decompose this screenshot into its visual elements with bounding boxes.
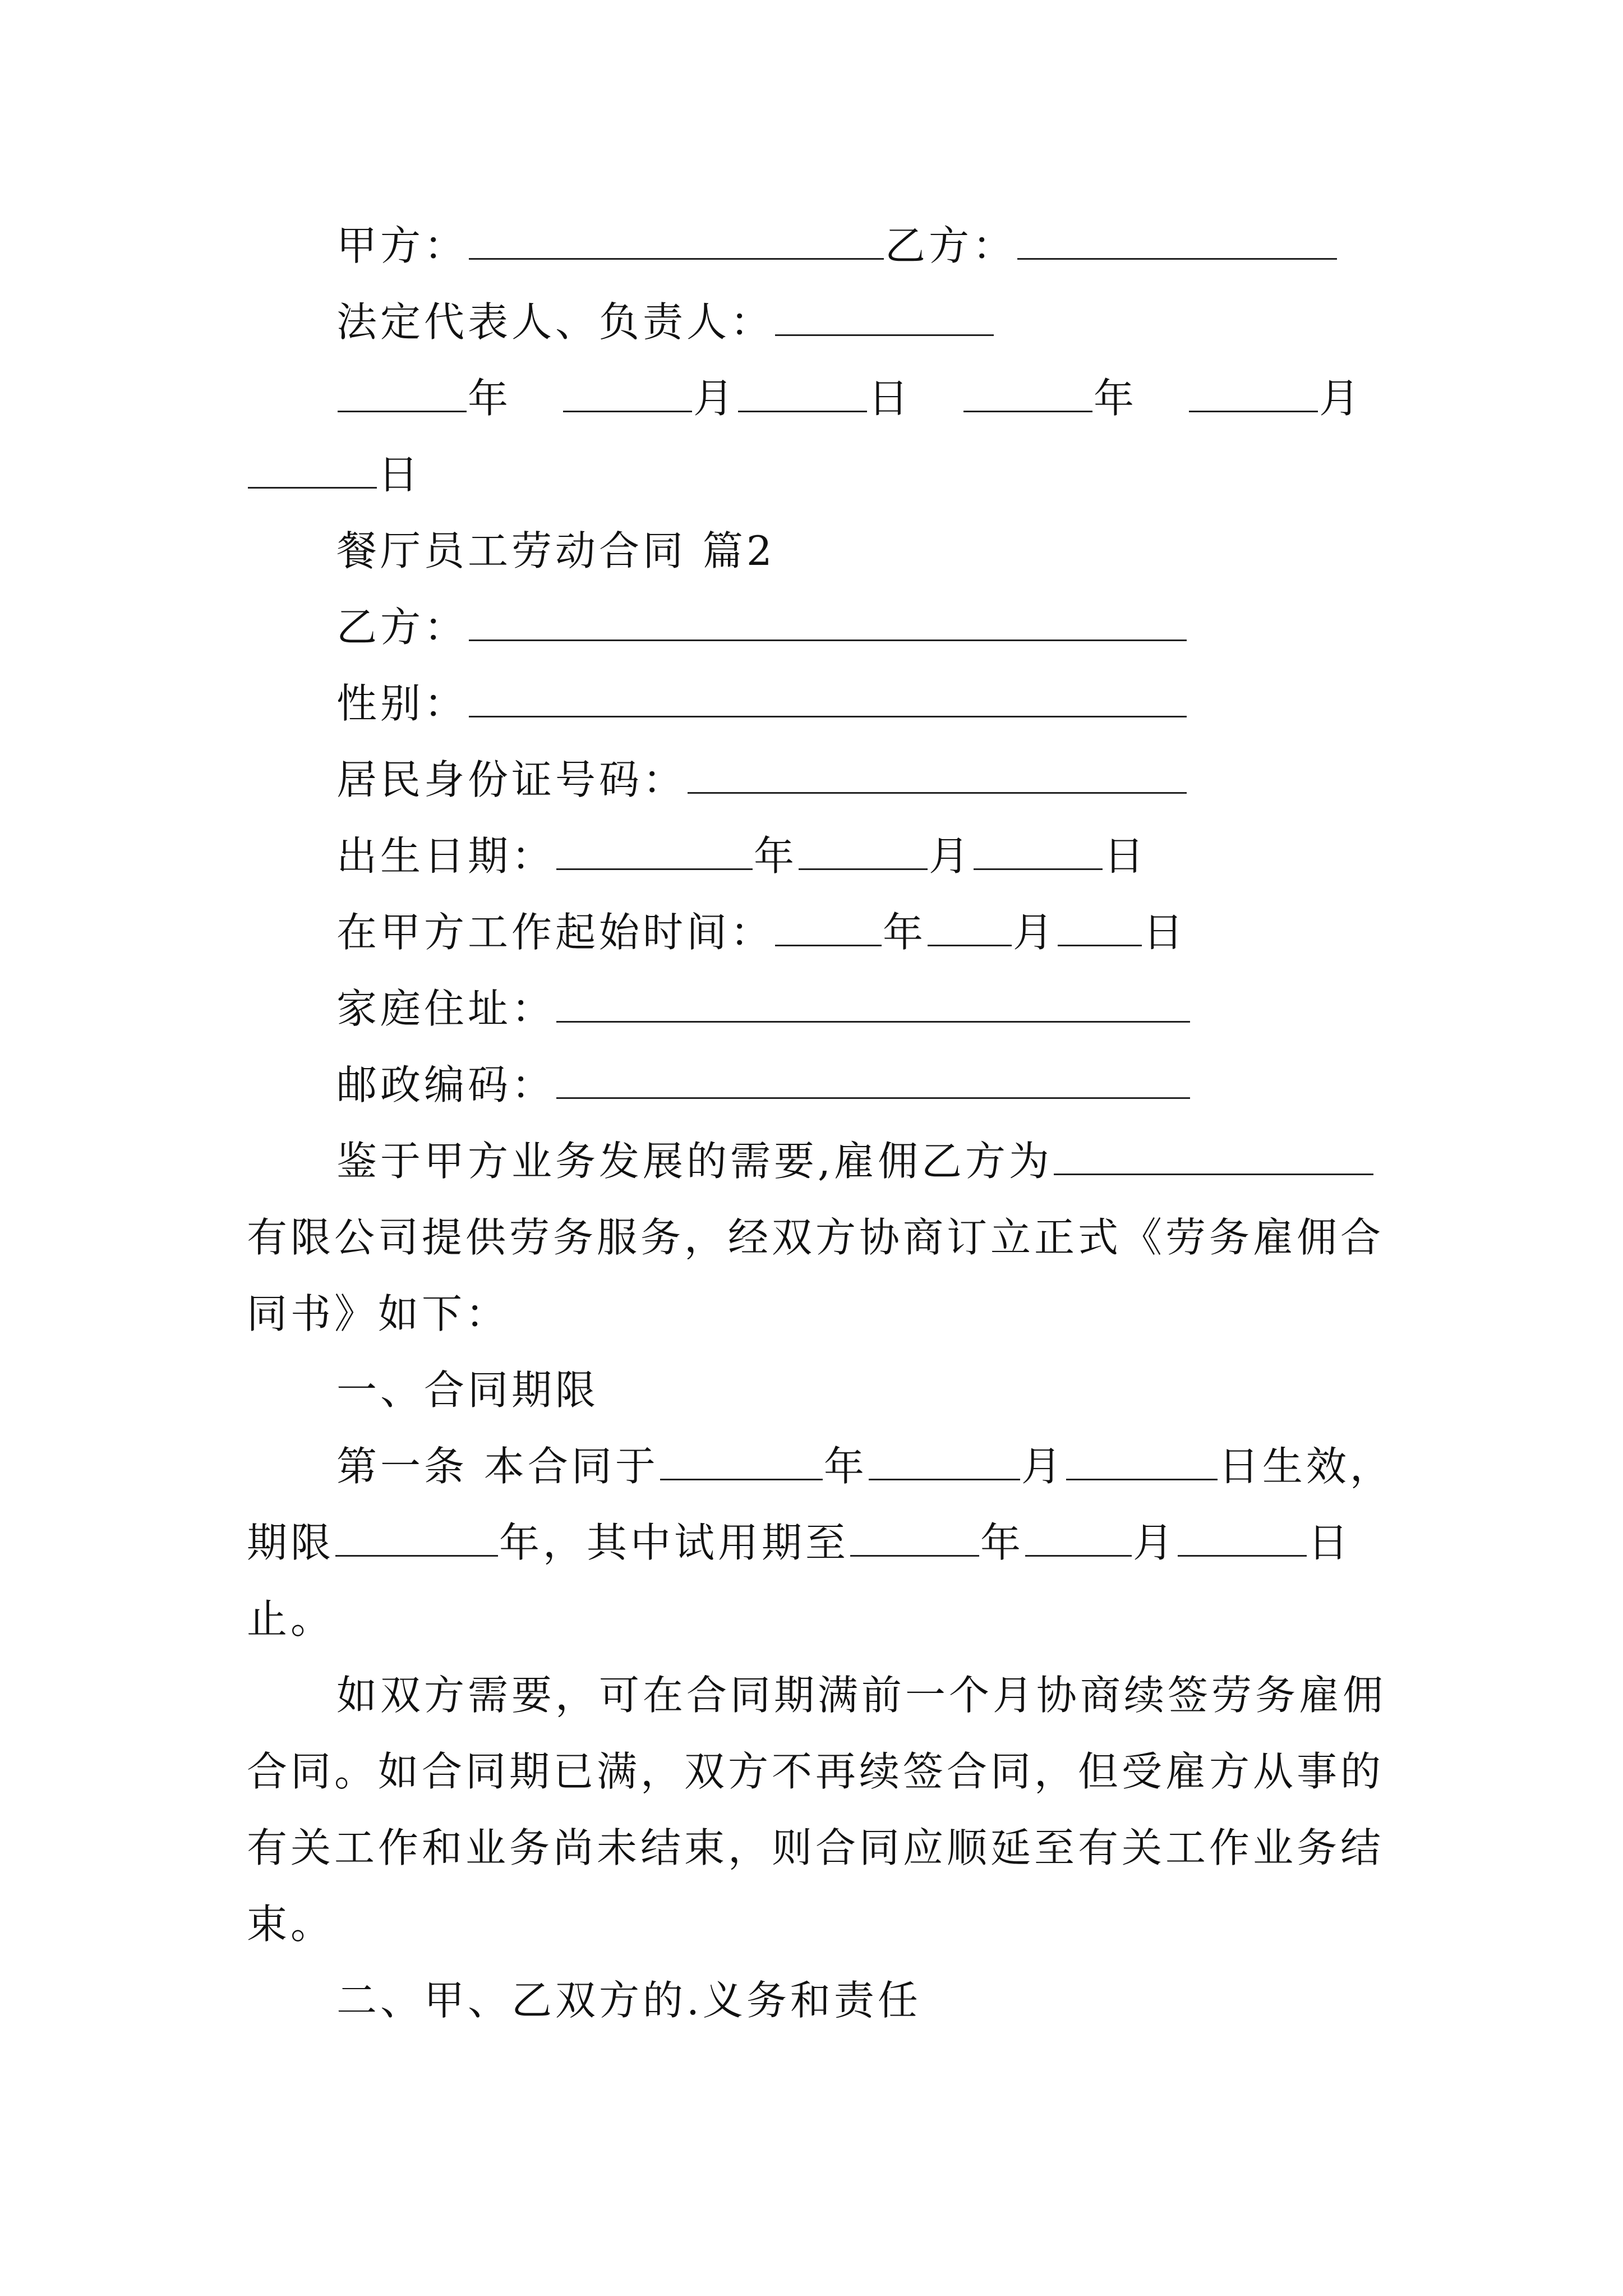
- renewal-text-1: 如双方需要，可在合同期满前一个月协商续签劳务雇佣: [336, 1672, 1387, 1719]
- article-1-text: 第一条 本合同于: [336, 1443, 659, 1490]
- company-name-blank: [1054, 1139, 1373, 1175]
- gender-line: [247, 665, 1396, 742]
- article-1-line-2: [247, 1504, 1396, 1581]
- gender-blank: [469, 681, 1187, 717]
- signing-date-line: [247, 360, 1396, 436]
- year-1: 年: [468, 375, 512, 422]
- article-1-line-1: [247, 1428, 1396, 1504]
- probation-year-blank: [850, 1520, 979, 1557]
- renewal-text-4: 束。: [247, 1901, 335, 1948]
- preamble-text-3: 同书》如下：: [247, 1290, 510, 1337]
- renewal-text-2: 合同。如合同期已满，双方不再续签合同，但受雇方从事的: [247, 1748, 1385, 1795]
- term-label: 期限: [247, 1519, 335, 1566]
- birth-month-blank: [799, 834, 928, 870]
- year-2: 年: [1094, 375, 1138, 422]
- year-blank-1: [338, 376, 467, 412]
- effective-month-label: 月: [1021, 1443, 1065, 1490]
- postal-code-line: [247, 1047, 1396, 1123]
- legal-rep-line: [247, 284, 1396, 360]
- probation-month-blank: [1025, 1520, 1132, 1557]
- renewal-text-3: 有关工作和业务尚未结束，则合同应顺延至有关工作业务结: [247, 1824, 1385, 1871]
- party-a-label: 甲方：: [336, 222, 468, 269]
- month-1: 月: [693, 375, 737, 422]
- preamble-line-3: [247, 1276, 1396, 1352]
- party-b-label: 乙方：: [885, 222, 1017, 269]
- probation-day-label: 日: [1308, 1519, 1352, 1566]
- year-blank-2: [963, 376, 1092, 412]
- start-year-blank: [775, 910, 882, 946]
- birth-year-label: 年: [754, 832, 798, 880]
- probation-day-blank: [1178, 1520, 1307, 1557]
- probation-year-label: 年: [980, 1519, 1025, 1566]
- start-month-blank: [928, 910, 1012, 946]
- section-title-2: [247, 513, 1396, 589]
- party-b-label-2: 乙方：: [336, 604, 468, 651]
- birth-day-blank: [974, 834, 1103, 870]
- party-b-line: [247, 589, 1396, 665]
- term-years-blank: [335, 1520, 498, 1557]
- party-a-b-line: [247, 208, 1396, 284]
- day-2: 日: [378, 451, 422, 498]
- birth-day-label: 日: [1104, 832, 1148, 880]
- start-day-blank: [1058, 910, 1142, 946]
- heading-contract-term: 一、合同期限: [336, 1366, 600, 1414]
- effective-year-label: 年: [823, 1443, 868, 1490]
- start-month-label: 月: [1013, 909, 1057, 956]
- home-address-line: [247, 970, 1396, 1047]
- postal-code-blank: [556, 1062, 1190, 1099]
- month-blank-2: [1189, 376, 1318, 412]
- party-a-blank: [469, 223, 884, 260]
- section-heading-2: [247, 1962, 1396, 2039]
- renewal-paragraph-line-3: [247, 1810, 1396, 1886]
- renewal-paragraph-line-2: [247, 1733, 1396, 1810]
- id-number-line: [247, 742, 1396, 818]
- contract-title: 餐厅员工劳动合同 篇2: [336, 527, 776, 574]
- month-2: 月: [1319, 375, 1363, 422]
- preamble-line-1: [247, 1123, 1396, 1199]
- home-address-blank: [556, 986, 1190, 1023]
- section-heading-1: [247, 1352, 1396, 1428]
- postal-code-label: 邮政编码：: [336, 1061, 556, 1108]
- party-b-blank: [1017, 223, 1337, 260]
- birth-date-label: 出生日期：: [336, 832, 556, 880]
- preamble-line-2: [247, 1199, 1396, 1276]
- renewal-paragraph-line-4: [247, 1886, 1396, 1962]
- gender-label: 性别：: [336, 680, 468, 727]
- preamble-text-1: 鉴于甲方业务发展的需要,雇佣乙方为: [336, 1138, 1053, 1185]
- id-number-label: 居民身份证号码：: [336, 756, 687, 803]
- month-blank-1: [563, 376, 692, 412]
- preamble-text-2: 有限公司提供劳务服务，经双方协商订立正式《劳务雇佣合: [247, 1214, 1385, 1261]
- article-1-line-3: [247, 1581, 1396, 1657]
- legal-rep-blank: [775, 300, 994, 336]
- article-1-end: 止。: [247, 1595, 335, 1642]
- id-number-blank: [688, 757, 1187, 794]
- start-date-label: 在甲方工作起始时间：: [336, 909, 774, 956]
- effective-month-blank: [869, 1444, 1020, 1480]
- birth-month-label: 月: [929, 832, 973, 880]
- probation-text: 年，其中试用期至: [499, 1519, 850, 1566]
- birth-year-blank: [556, 834, 753, 870]
- start-year-label: 年: [883, 909, 927, 956]
- day-blank-2: [248, 452, 377, 489]
- birth-date-line: [247, 818, 1396, 894]
- probation-month-label: 月: [1133, 1519, 1177, 1566]
- effective-day-label: 日生效，: [1218, 1443, 1394, 1490]
- legal-rep-label: 法定代表人、负责人：: [336, 298, 774, 346]
- day-blank-1: [738, 376, 867, 412]
- day-1: 日: [868, 375, 912, 422]
- start-date-line: [247, 894, 1396, 970]
- home-address-label: 家庭住址：: [336, 985, 556, 1032]
- heading-obligations: 二、甲、乙双方的.义务和责任: [336, 1977, 921, 2024]
- start-day-label: 日: [1143, 909, 1187, 956]
- renewal-paragraph-line-1: [247, 1657, 1396, 1733]
- effective-day-blank: [1066, 1444, 1218, 1480]
- effective-year-blank: [660, 1444, 823, 1480]
- party-b-name-blank: [469, 605, 1187, 641]
- signing-date-line-cont: [247, 436, 1396, 513]
